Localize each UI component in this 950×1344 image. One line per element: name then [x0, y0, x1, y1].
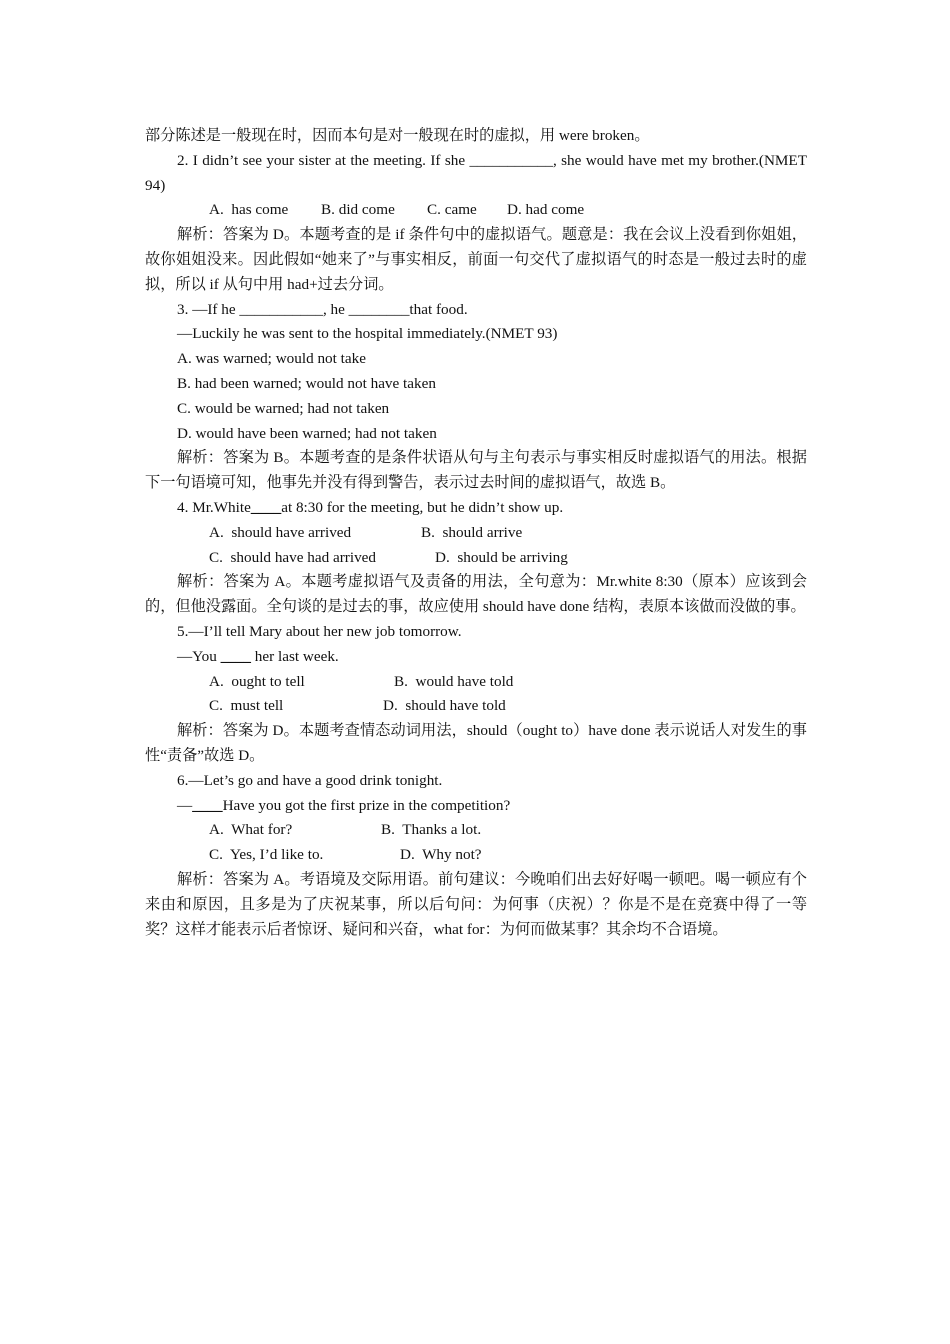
- question-4-options-row1: [145, 521, 807, 546]
- q4-option-a: A. should have arrived: [209, 523, 352, 541]
- q6-option-b: B. Thanks a lot.: [381, 821, 482, 839]
- q5-reply-start: —You: [177, 647, 221, 665]
- question-2: 2. I didn’t see your sister at the meeting. If she ___________, she would have met my brother.(NMET 94): [145, 151, 807, 194]
- q6-option-d: D. Why not?: [400, 846, 482, 864]
- q5-option-a: A. ought to tell: [209, 672, 305, 690]
- q3-option-a: A. was warned; would not take: [177, 350, 366, 368]
- q5-blank: ____: [220, 647, 251, 665]
- question-3-reply: —Luckily he was sent to the hospital immediately.(NMET 93): [177, 325, 558, 343]
- q5-option-c: C. must tell: [209, 697, 284, 715]
- question-5-options-row2: [145, 694, 807, 719]
- question-4-options-row2: [145, 546, 807, 571]
- q4-option-c: C. should have had arrived: [209, 548, 377, 566]
- q4-text-start: 4. Mr.White: [177, 498, 251, 516]
- q4-option-b: B. should arrive: [421, 523, 523, 541]
- q6-option-a: A. What for?: [209, 821, 293, 839]
- q2-option-a: A. has come: [209, 201, 289, 219]
- q5-option-b: B. would have told: [394, 672, 514, 690]
- q6-reply-start: —: [177, 796, 193, 814]
- question-2-options: [145, 198, 807, 223]
- q6-blank: ____: [192, 796, 223, 814]
- question-2-explanation: 解析：答案为 D。本题考查的是 if 条件句中的虚拟语气。题意是：我在会议上没看到你姐姐，故你姐姐没来。因此假如“她来了”与事实相反，前面一句交代了虚拟语气的时态是一般过去时的虚拟，所以 if 从句中用 had+过去分词。: [145, 226, 807, 293]
- document-page: [145, 124, 807, 942]
- question-6-reply: [145, 794, 807, 819]
- question-3-explanation: 解析：答案为 B。本题考查的是条件状语从句与主句表示与事实相反时虚拟语气的用法。根据下一句语境可知，他事先并没有得到警告，表示过去时间的虚拟语气，故选 B。: [145, 449, 807, 492]
- q6-option-c: C. Yes, I’d like to.: [209, 846, 324, 864]
- question-4: [145, 496, 807, 521]
- q3-option-d: D. would have been warned; had not taken: [177, 424, 437, 442]
- question-5-options-row1: [145, 670, 807, 695]
- q6-reply-end: Have you got the first prize in the competition?: [222, 796, 511, 814]
- question-5: 5.—I’ll tell Mary about her new job tomorrow.: [177, 622, 462, 640]
- question-6-options-row1: [145, 818, 807, 843]
- q4-blank: ____: [250, 498, 282, 516]
- q2-option-c: C. came: [427, 201, 477, 219]
- question-6: 6.—Let’s go and have a good drink tonight.: [177, 771, 443, 789]
- question-5-explanation: 解析：答案为 D。本题考查情态动词用法，should（ought to）have done 表示说话人对发生的事性“责备”故选 D。: [145, 722, 807, 764]
- q4-option-d: D. should be arriving: [435, 548, 568, 566]
- question-5-reply: [145, 645, 807, 670]
- paragraph-intro: 部分陈述是一般现在时，因而本句是对一般现在时的虚拟，用 were broken。: [145, 127, 650, 144]
- question-4-explanation: 解析：答案为 A。本题考虚拟语气及责备的用法，全句意为：Mr.white 8:30（原本）应该到会的，但他没露面。全句谈的是过去的事，故应使用 should have done 结构，表原本该做而没做的事。: [145, 573, 807, 616]
- q5-reply-end: her last week.: [251, 647, 339, 665]
- q3-option-c: C. would be warned; had not taken: [177, 399, 390, 417]
- q5-option-d: D. should have told: [383, 697, 506, 715]
- q3-option-b: B. had been warned; would not have taken: [177, 374, 436, 392]
- question-3: 3. —If he ___________, he ________that food.: [177, 300, 468, 318]
- q4-text-end: at 8:30 for the meeting, but he didn’t show up.: [281, 498, 564, 516]
- question-6-options-row2: [145, 843, 807, 868]
- question-6-explanation: 解析：答案为 A。考语境及交际用语。前句建议：今晚咱们出去好好喝一顿吧。喝一顿应有个来由和原因，且多是为了庆祝某事，所以后句问：为何事（庆祝）？你是不是在竞赛中得了一等奖？这样才能表示后者惊讶、疑问和兴奋，what for：为何而做某事？其余均不合语境。: [145, 870, 807, 938]
- q2-option-b: B. did come: [321, 201, 395, 219]
- q2-option-d: D. had come: [507, 201, 585, 219]
